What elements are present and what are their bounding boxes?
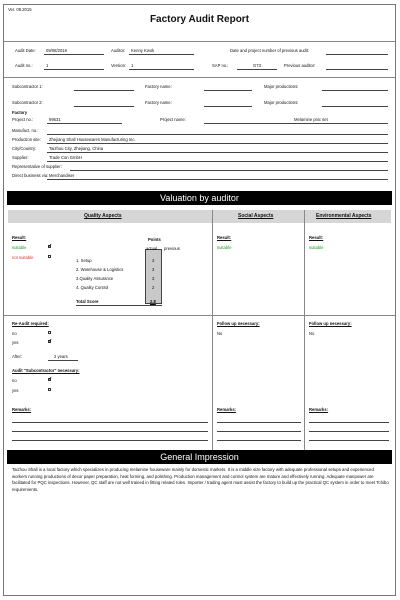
version-text: Ver. 08.2015: [8, 7, 32, 12]
factory-section-label: Factory: [12, 110, 28, 115]
divider: [4, 315, 395, 316]
social-follow-up-label: Follow up necessary:: [217, 321, 260, 326]
manufact-label: Manufact. no.:: [12, 128, 39, 133]
project-name-value: Melamine pnic set: [294, 117, 328, 122]
audit-date-value: 09/08/2016: [46, 48, 67, 53]
production-site-value: Zhejiang Shall Housewares Manufacturing Inc.: [49, 137, 136, 142]
quality-item-label: 1. Setup: [76, 258, 92, 263]
page-title: Factory Audit Report: [149, 14, 250, 25]
supplier-value: Trade Con GmbH: [49, 155, 82, 160]
quality-not-suitable-label: not suitable: [12, 255, 34, 260]
social-follow-up-value: No: [217, 331, 223, 336]
audit-no-label: Audit no.:: [15, 63, 33, 68]
city-label: City/Country:: [12, 146, 37, 151]
quality-result-label: Result:: [12, 235, 27, 240]
social-result-value: suitable: [217, 245, 232, 250]
environmental-result-value: suitable: [309, 245, 324, 250]
representative-label: Representative of supplier:: [12, 164, 62, 169]
audit-sub-no-label: no: [12, 378, 17, 383]
quality-item-score: 3: [152, 267, 155, 272]
environmental-result-label: Result:: [309, 235, 324, 240]
after-label: After:: [12, 354, 23, 359]
auditor-label: Auditor:: [111, 48, 126, 53]
factory-name-label: Factory name:: [145, 84, 172, 89]
environmental-follow-up-value: No: [309, 331, 315, 336]
divider: [4, 41, 395, 42]
social-remarks-line[interactable]: [217, 440, 301, 441]
prev-audit-date-label: Date and project number of previous audit:: [230, 48, 310, 53]
points-heading: Points: [148, 237, 161, 242]
audit-no-field[interactable]: [44, 69, 104, 70]
audit-subcontractor-label: Audit "Subcontractor" necessary:: [12, 368, 80, 373]
project-no-label: Project no.:: [12, 117, 34, 122]
environmental-aspects-heading: Environmental Aspects: [316, 213, 372, 219]
subcontractor-2-label: Subcontractor 2:: [12, 100, 43, 105]
environmental-remarks-line[interactable]: [309, 440, 389, 441]
prev-auditor-label: Previous auditor:: [284, 63, 316, 68]
reaudit-no-checkbox[interactable]: [48, 331, 51, 334]
direct-business-field[interactable]: [47, 179, 388, 180]
check-icon: ✔: [48, 243, 53, 249]
quality-remarks-line[interactable]: [12, 440, 208, 441]
column-divider: [212, 210, 213, 450]
report-page: [3, 4, 396, 596]
city-field[interactable]: [47, 152, 388, 153]
environmental-remarks-line[interactable]: [309, 431, 389, 432]
quality-remarks-line[interactable]: [12, 422, 208, 423]
city-value: Taizhou City, Zhejiang, China: [49, 146, 104, 151]
major-productions-label: Major productions:: [264, 84, 299, 89]
version-value: 1: [131, 63, 134, 68]
project-name-label: Project name:: [160, 117, 186, 122]
manufact-field[interactable]: [47, 134, 388, 135]
subcontractor-1-field[interactable]: [74, 90, 134, 91]
reaudit-no-label: no: [12, 331, 17, 336]
quality-item-score: 3: [152, 276, 155, 281]
audit-date-field[interactable]: [44, 54, 104, 55]
audit-sub-yes-label: yes: [12, 388, 19, 393]
divider: [4, 77, 395, 78]
prev-auditor-field[interactable]: [326, 69, 388, 70]
valuation-bar: Valuation by auditor: [7, 191, 392, 205]
audit-sub-yes-checkbox[interactable]: [48, 388, 51, 391]
audit-date-label: Audit Date:: [15, 48, 36, 53]
production-site-label: Production site:: [12, 137, 41, 142]
version-label: Version:: [111, 63, 127, 68]
version-field[interactable]: [129, 69, 194, 70]
sap-field[interactable]: [237, 69, 277, 70]
project-no-value: 99531: [49, 117, 61, 122]
reaudit-yes-label: yes: [12, 340, 19, 345]
reaudit-label: Re-Audit required:: [12, 321, 49, 326]
major-productions-label: Major productions:: [264, 100, 299, 105]
after-field[interactable]: [48, 360, 78, 361]
sap-value: G73: [253, 63, 261, 68]
subcontractor-2-field[interactable]: [74, 106, 134, 107]
major-productions-field[interactable]: [322, 106, 388, 107]
factory-name-field[interactable]: [204, 90, 252, 91]
supplier-label: Supplier:: [12, 155, 29, 160]
quality-item-label: 3.Quality Assurance: [76, 276, 114, 281]
after-value: 2 years: [54, 354, 68, 359]
social-aspects-heading: Social Aspects: [238, 213, 274, 219]
direct-business-value: Merchandiser: [49, 173, 75, 178]
supplier-field[interactable]: [47, 161, 388, 162]
social-result-label: Result:: [217, 235, 232, 240]
check-icon: ✔: [48, 338, 53, 344]
sap-label: SAP no.:: [212, 63, 229, 68]
environmental-remarks-label: Remarks:: [309, 407, 329, 412]
column-divider: [304, 210, 305, 450]
quality-remarks-line[interactable]: [12, 431, 208, 432]
quality-remarks-label: Remarks:: [12, 407, 32, 412]
social-remarks-label: Remarks:: [217, 407, 237, 412]
factory-name-field[interactable]: [204, 106, 252, 107]
project-no-field[interactable]: [47, 123, 122, 124]
previous-heading: previous: [164, 246, 180, 251]
quality-suitable-label: suitable: [12, 245, 27, 250]
project-name-field[interactable]: [204, 123, 388, 124]
factory-name-label: Factory name:: [145, 100, 172, 105]
actual-heading: actual: [146, 246, 158, 251]
quality-aspects-heading: Quality Aspects: [84, 213, 122, 219]
general-impression-bar: General Impression: [7, 450, 392, 464]
quality-not-suitable-checkbox[interactable]: [48, 255, 51, 258]
quality-item-score: 3: [152, 258, 155, 263]
production-site-field[interactable]: [47, 143, 388, 144]
auditor-field[interactable]: [129, 54, 194, 55]
social-remarks-line[interactable]: [217, 422, 301, 423]
representative-field[interactable]: [70, 170, 388, 171]
total-score-value: 2.8: [150, 299, 156, 304]
total-divider: [76, 305, 162, 306]
general-impression-text: Taizhou Shall is a local factory which specializes in producing melamine houseware mainly for domestic markets. It is a middle size factory with adequate professional setups and experienced workers running productions of decor paper preparation, heat forming, and polishing. Production management and control system are mature and effectively running. Adequate manpower are facilitated for PQC inspections. However, QC staff are not well trained in fitting related roles. Importer / trading agent must assist the factory to build up the practical QC system in order to meet Tchibo requirements.: [12, 467, 389, 492]
check-icon: ✔: [48, 376, 53, 382]
quality-item-score: 2: [152, 285, 155, 290]
quality-item-label: 4. Quality Control: [76, 285, 109, 290]
social-remarks-line[interactable]: [217, 431, 301, 432]
prev-audit-date-field[interactable]: [326, 54, 388, 55]
auditor-value: Kenny Kwok: [131, 48, 155, 53]
major-productions-field[interactable]: [322, 90, 388, 91]
environmental-remarks-line[interactable]: [309, 422, 389, 423]
quality-item-label: 2. Warehouse & Logistics: [76, 267, 124, 272]
subcontractor-1-label: Subcontractor 1:: [12, 84, 43, 89]
audit-no-value: 1: [46, 63, 49, 68]
total-score-label: Total Score: [76, 299, 99, 304]
environmental-follow-up-label: Follow up necessary:: [309, 321, 352, 326]
direct-business-label: Direct business via:: [12, 173, 49, 178]
